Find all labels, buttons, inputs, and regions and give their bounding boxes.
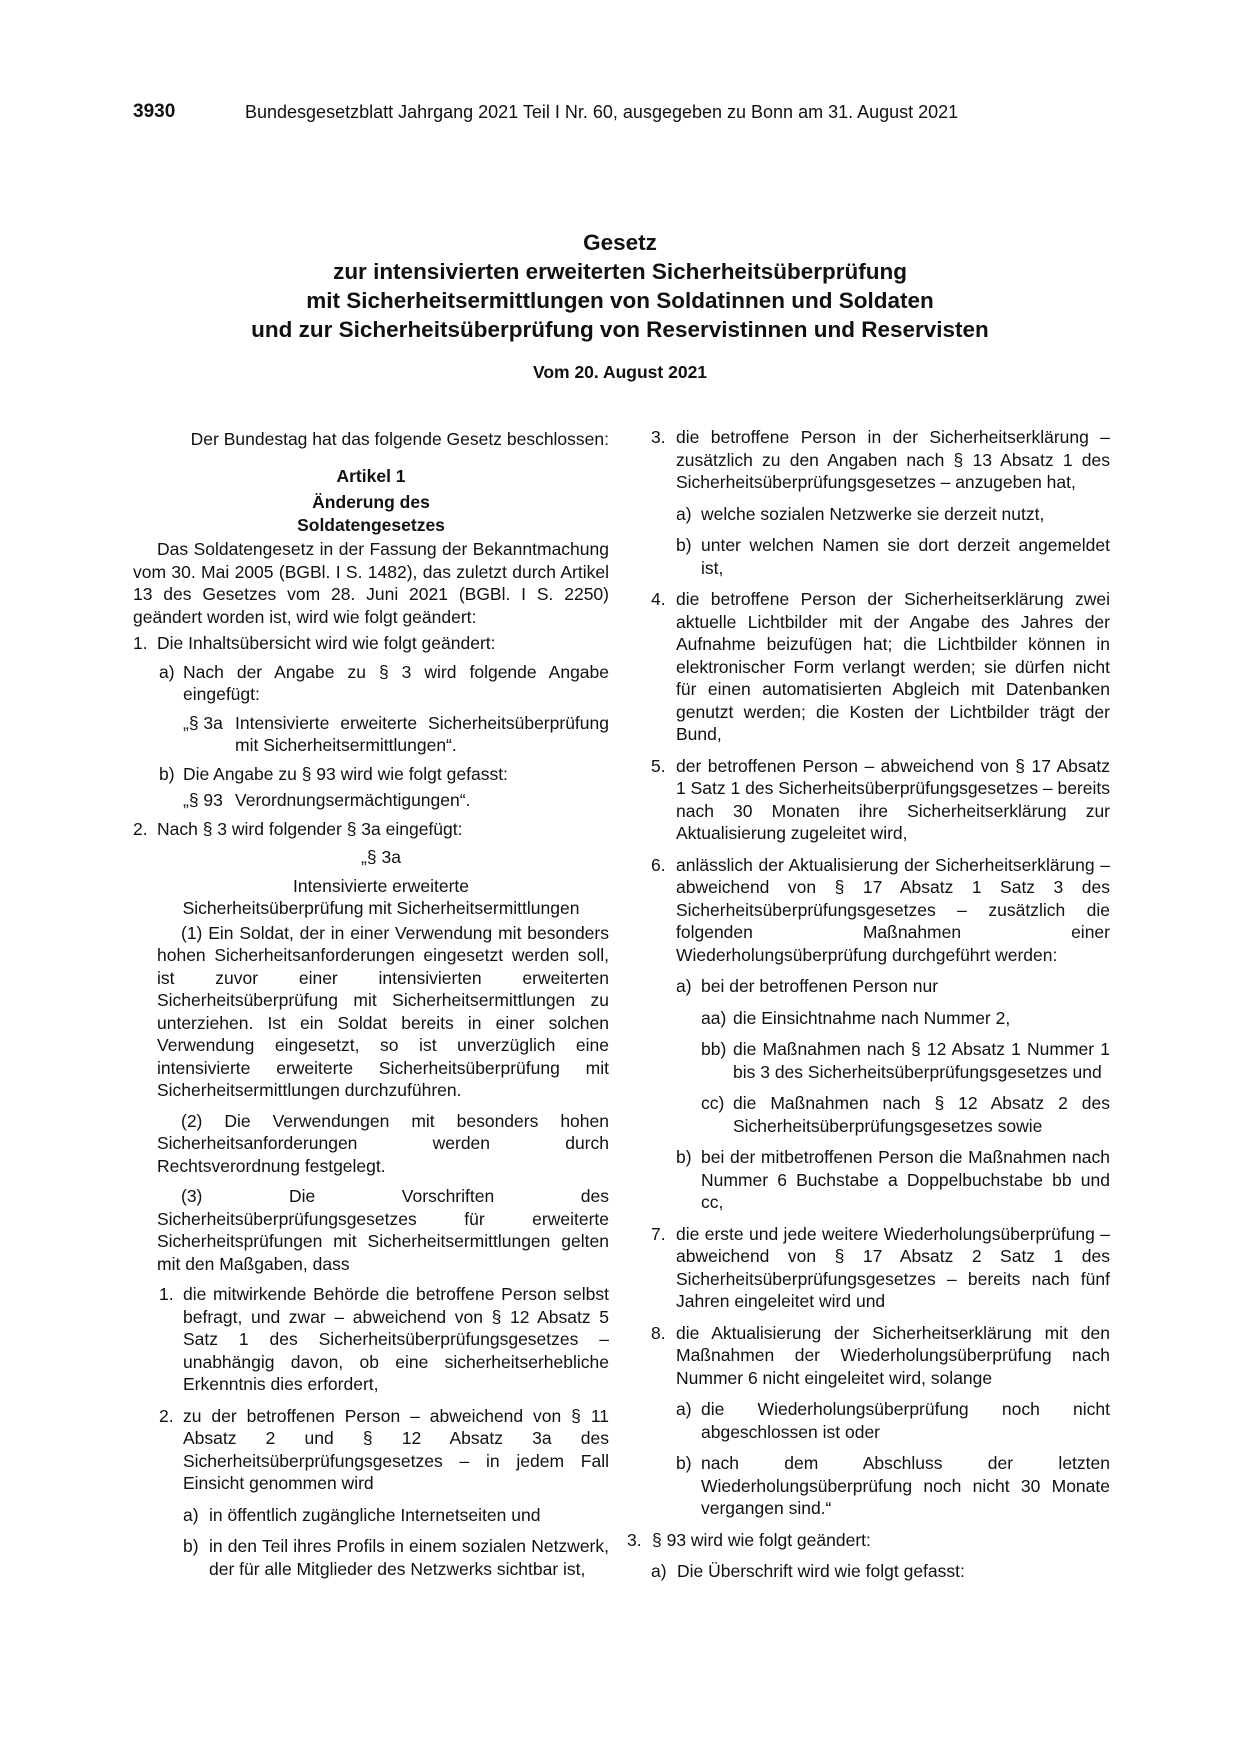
list-text: in den Teil ihres Profils in einem sozialen Netzwerk, der für alle Mitglieder des Netzwerks sichtbar ist, — [209, 1536, 609, 1579]
list-text: welche sozialen Netzwerke sie derzeit nutzt, — [701, 503, 1045, 524]
list-marker: 6. — [651, 854, 666, 875]
article-subheading: Soldatengesetzes — [297, 514, 445, 535]
law-date: Vom 20. August 2021 — [532, 362, 708, 382]
quoted-label: „§ 3a — [183, 712, 223, 733]
list-marker: 4. — [651, 589, 666, 609]
list-text: anlässlich der Aktualisierung der Sicherheitserklärung – abweichend von § 17 Absatz 1 Satz 3 des Sicherheitsüberprüfungsgesetzes – zusätzlich die folgenden Maßnahmen einer Wiederholungsüberprüfung durchgeführt werden: — [676, 854, 1110, 965]
right-column — [627, 426, 1110, 1592]
article-heading: Artikel 1 — [336, 465, 406, 486]
enactment-clause: Der Bundestag hat das folgende Gesetz beschlossen: — [190, 429, 609, 449]
list-item — [651, 1092, 1110, 1137]
left-column — [133, 428, 609, 1589]
list-marker: b) — [676, 1147, 692, 1167]
list-marker: b) — [676, 535, 692, 555]
list-item — [651, 1007, 1110, 1030]
list-text: nach dem Abschluss der letzten Wiederholungsüberprüfung noch nicht 30 Monate vergangen sind.“ — [701, 1453, 1110, 1518]
law-title-line: zur intensivierten erweiterten Sicherheitsüberprüfung — [333, 259, 907, 284]
list-item — [651, 755, 1110, 845]
section-title: Intensivierte erweiterte — [292, 875, 470, 896]
paragraph: (1) Ein Soldat, der in einer Verwendung mit besonders hohen Sicherheitsanforderungen eingesetzt werden soll, ist zuvor einer intensivierten erweiterten Sicherheitsüberprüfung mit Sicherheitsermittlungen zu unterziehen. Ist ein Soldat bereits in einer solchen Verwendung eingesetzt, so ist unverzüglich eine intensivierte erweiterte Sicherheitsüberprüfung mit Sicherheitsermittlungen durchzuführen. — [157, 922, 609, 1100]
list-item — [651, 975, 1110, 998]
list-marker: a) — [183, 1504, 199, 1525]
list-marker: b) — [676, 1453, 692, 1473]
list-item — [133, 1535, 609, 1580]
list-text: die Aktualisierung der Sicherheitserklärung mit den Maßnahmen der Wiederholungsüberprüfung nach Nummer 6 nicht eingeleitet wird, solange — [676, 1322, 1110, 1388]
list-text: Nach § 3 wird folgender § 3a eingefügt: — [157, 818, 463, 839]
list-text: die Maßnahmen nach § 12 Absatz 1 Nummer 1 bis 3 des Sicherheitsüberprüfungsgesetzes und — [733, 1039, 1110, 1082]
paragraph: (3) Die Vorschriften des Sicherheitsüberprüfungsgesetzes für erweiterte Sicherheitsprüfungen mit Sicherheitsermittlungen gelten mit den Maßgaben, dass — [157, 1186, 609, 1274]
list-text: die Einsichtnahme nach Nummer 2, — [733, 1007, 1011, 1028]
quoted-text: Verordnungsermächtigungen“. — [235, 790, 471, 810]
list-text: die betroffene Person in der Sicherheitserklärung – zusätzlich zu den Angaben nach § 13 Absatz 1 des Sicherheitsüberprüfungsgesetzes – anzugeben hat, — [676, 427, 1110, 492]
list-item — [133, 1283, 609, 1396]
law-title-line: Gesetz — [583, 230, 657, 255]
list-marker: bb) — [701, 1039, 727, 1059]
list-marker: 3. — [627, 1529, 642, 1550]
list-text: Die Überschrift wird wie folgt gefasst: — [677, 1561, 965, 1581]
page-header — [133, 101, 1113, 123]
list-marker: a) — [676, 503, 692, 524]
list-item — [651, 1223, 1110, 1313]
list-text: die betroffene Person der Sicherheitserklärung zwei aktuelle Lichtbilder mit der Angabe des Jahres der Aufnahme beizufügen hat; die Lichtbilder können in elektronischer Form verlangt werden; sie dürfen nicht für einen automatisierten Abgleich mit Datenbanken genutzt werden; die Kosten der Lichtbilder trägt der Bund, — [676, 589, 1110, 744]
law-title-line: mit Sicherheitsermittlungen von Soldatinnen und Soldaten — [306, 288, 934, 313]
list-text: die erste und jede weitere Wiederholungsüberprüfung – abweichend von § 17 Absatz 2 Satz 1 des Sicherheitsüberprüfungsgesetzes – bereits nach fünf Jahren eingeleitet wird und — [676, 1223, 1110, 1311]
list-marker: a) — [651, 1561, 667, 1581]
quoted-entry — [133, 712, 609, 757]
list-text: zu der betroffenen Person – abweichend von § 11 Absatz 2 und § 12 Absatz 3a des Sicherheitsüberprüfungsgesetzes – in jedem Fall Einsicht genommen wird — [183, 1405, 609, 1493]
list-marker: 5. — [651, 755, 666, 776]
list-item — [651, 1452, 1110, 1520]
list-item — [651, 1322, 1110, 1390]
quoted-label: „§ 93 — [183, 790, 223, 810]
list-text: Nach der Angabe zu § 3 wird folgende Angabe eingefügt: — [183, 661, 609, 704]
list-text: die Maßnahmen nach § 12 Absatz 2 des Sicherheitsüberprüfungsgesetzes sowie — [733, 1093, 1110, 1136]
list-item — [627, 1529, 1110, 1552]
list-item — [651, 1560, 1110, 1583]
quoted-entry — [133, 789, 609, 812]
list-marker: a) — [676, 976, 692, 996]
list-item — [651, 1146, 1110, 1214]
paragraph: (2) Die Verwendungen mit besonders hohen Sicherheitsanforderungen werden durch Rechtsverordnung festgelegt. — [157, 1110, 609, 1176]
list-text: Die Inhaltsübersicht wird wie folgt geändert: — [157, 633, 496, 653]
list-item — [133, 1504, 609, 1527]
article-subheading: Änderung des — [312, 492, 430, 512]
list-marker: a) — [159, 661, 175, 682]
list-text: der betroffenen Person – abweichend von § 17 Absatz 1 Satz 1 des Sicherheitsüberprüfungsgesetzes – bereits nach 30 Monaten ihre Sicherheitserklärung zur Aktualisierung zugeleitet wird, — [676, 755, 1110, 843]
list-text: § 93 wird wie folgt geändert: — [652, 1529, 871, 1550]
list-item — [133, 632, 609, 655]
list-item — [651, 1038, 1110, 1083]
list-marker: 3. — [651, 427, 666, 447]
list-text: die mitwirkende Behörde die betroffene Person selbst befragt, und zwar – abweichend von § 12 Absatz 5 Satz 1 des Sicherheitsüberprüfungsgesetzes – unabhängig davon, ob eine sicherheitserhebliche Erkenntnis dies erfordert, — [183, 1284, 609, 1394]
quoted-text: Intensivierte erweiterte Sicherheitsüberprüfung mit Sicherheitsermittlungen“. — [235, 712, 609, 755]
list-text: die Wiederholungsüberprüfung noch nicht abgeschlossen ist oder — [701, 1399, 1110, 1442]
list-item — [651, 854, 1110, 967]
list-item — [651, 503, 1110, 526]
list-marker: 2. — [159, 1405, 174, 1426]
list-item — [133, 661, 609, 706]
law-title-line: und zur Sicherheitsüberprüfung von Reservistinnen und Reservisten — [251, 317, 989, 342]
section-label: „§ 3a — [361, 847, 401, 867]
section-title: Sicherheitsüberprüfung mit Sicherheitsermittlungen — [182, 898, 580, 918]
list-text: in öffentlich zugängliche Internetseiten und — [209, 1504, 541, 1525]
list-item — [651, 1398, 1110, 1443]
list-text: bei der mitbetroffenen Person die Maßnahmen nach Nummer 6 Buchstabe a Doppelbuchstabe bb und cc, — [701, 1147, 1110, 1212]
list-item — [133, 1405, 609, 1495]
list-marker: 2. — [133, 818, 148, 839]
list-text: bei der betroffenen Person nur — [701, 976, 939, 996]
list-marker: cc) — [701, 1093, 725, 1113]
gazette-header-title: Bundesgesetzblatt Jahrgang 2021 Teil I Nr. 60, ausgegeben zu Bonn am 31. August 2021 — [245, 102, 959, 122]
list-marker: b) — [159, 763, 175, 784]
list-marker: b) — [183, 1536, 199, 1556]
list-item — [133, 818, 609, 841]
law-title — [140, 228, 1100, 344]
list-item — [133, 763, 609, 786]
list-marker: 7. — [651, 1223, 666, 1244]
list-text: Die Angabe zu § 93 wird wie folgt gefasst: — [183, 763, 508, 784]
list-marker: 1. — [133, 633, 148, 653]
list-marker: 1. — [159, 1284, 174, 1304]
list-item — [651, 534, 1110, 579]
list-marker: 8. — [651, 1322, 666, 1343]
list-item — [651, 426, 1110, 494]
page-number: 3930 — [133, 101, 176, 122]
list-item — [651, 588, 1110, 746]
list-text: unter welchen Namen sie dort derzeit angemeldet ist, — [701, 535, 1110, 578]
list-marker: a) — [676, 1399, 692, 1419]
amendment-intro: Das Soldatengesetz in der Fassung der Bekanntmachung vom 30. Mai 2005 (BGBl. I S. 1482), das zuletzt durch Artikel 13 des Gesetzes vom 28. Juni 2021 (BGBl. I S. 2250) geändert worden ist, wird wie folgt geändert: — [133, 539, 609, 627]
list-marker: aa) — [701, 1007, 727, 1028]
